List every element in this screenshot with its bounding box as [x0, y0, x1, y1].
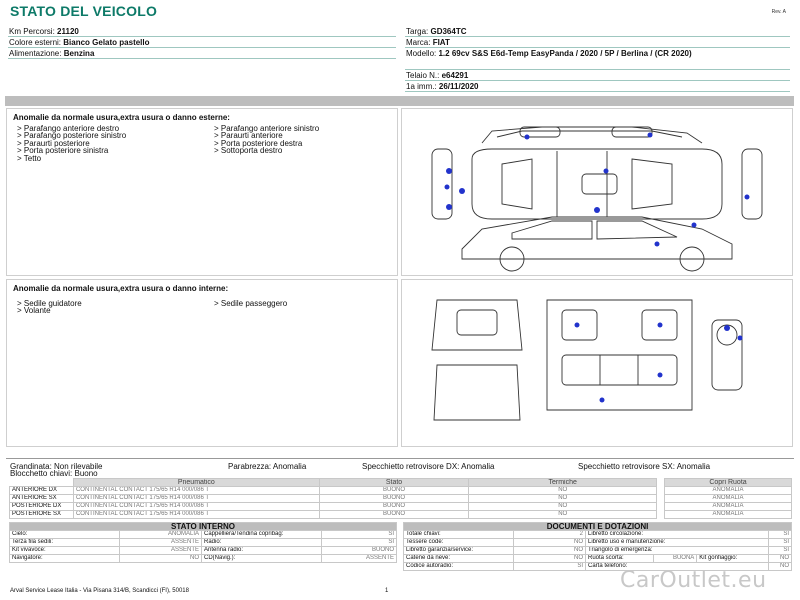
table-row: Tessere code: NO Libretto uso e manutenzione: SI: [404, 539, 792, 547]
stato-interno-title: STATO INTERNO: [10, 523, 397, 531]
internal-damage-list: [7, 293, 397, 315]
colore-row: Colore esterni: Bianco Gelato pastello: [8, 37, 396, 48]
internal-damage-title: Anomalie da normale usura,extra usura o danno interne:: [13, 284, 229, 293]
external-damage-title: Anomalie da normale usura,extra usura o danno esterne:: [13, 113, 230, 122]
list-item: > Sedile guidatore: [17, 299, 82, 308]
internal-damage-panel: [6, 279, 398, 447]
grandinata-text: Grandinata: Non rilevabile: [10, 462, 103, 471]
specchietto-dx-text: Specchietto retrovisore DX: Anomalia: [362, 462, 495, 471]
table-row: Navigatore: NO CD(Navig.): ASSENTE: [10, 555, 397, 563]
external-diagram-panel: [401, 108, 793, 276]
table-row: ANOMALIA: [665, 495, 792, 503]
page-number: 1: [385, 588, 389, 594]
list-item: > Volante: [17, 306, 51, 316]
list-item: > Tetto: [17, 153, 42, 163]
table-row: ANOMALIA: [665, 487, 792, 495]
car-interior-diagram: [402, 280, 792, 446]
page-title: STATO DEL VEICOLO: [10, 3, 158, 19]
modello-row: Modello: 1.2 69cv S&S E6d-Temp EasyPanda / 2020 / 5P / Berlina / (CR 2020): [405, 48, 790, 70]
footer-address: Arval Service Lease Italia - Via Pisana 314/B, Scandicci (FI), 50018: [10, 588, 189, 594]
modello-value: 1.2 69cv S&S E6d-Temp EasyPanda / 2020 / 5P / Berlina / (CR 2020): [438, 49, 692, 58]
table-row: ANTERIORE SX CONTINENTAL CONTACT 175/65 R14 000/086 T BUONO NO: [10, 495, 657, 503]
stato-header: Stato: [319, 479, 469, 487]
tyres-table: [9, 478, 657, 519]
list-item: > Sedile passeggero: [214, 299, 288, 308]
copri-ruota-table: [664, 478, 792, 519]
list-item: > Porta posteriore destra: [214, 138, 303, 148]
immatricolazione-value: 26/11/2020: [438, 82, 479, 91]
marca-value: FIAT: [432, 38, 450, 47]
specchietto-sx-text: Specchietto retrovisore SX: Anomalia: [578, 462, 711, 471]
section-divider: [6, 458, 794, 459]
targa-row: Targa: GD364TC: [405, 26, 790, 37]
internal-diagram-panel: [401, 279, 793, 447]
table-row: Totale chiavi: 2 Libretto circolazione: SI: [404, 531, 792, 539]
table-row: ANOMALIA: [665, 511, 792, 519]
marca-row: Marca: FIAT: [405, 37, 790, 48]
colore-value: Bianco Gelato pastello: [63, 38, 150, 47]
km-row: Km Percorsi: 21120: [8, 26, 396, 37]
table-row: POSTERIORE DX CONTINENTAL CONTACT 175/65 R14 000/086 T BUONO NO: [10, 503, 657, 511]
list-item: > Paraurti posteriore: [17, 138, 90, 148]
list-item: > Sottoporta destro: [214, 146, 283, 156]
termiche-header: Termiche: [469, 479, 657, 487]
table-row: ANTERIORE DX CONTINENTAL CONTACT 175/65 R14 000/086 T BUONO NO: [10, 487, 657, 495]
list-item: > Porta posteriore sinistra: [17, 146, 109, 156]
telaio-value: e64291: [441, 71, 469, 80]
parabrezza-text: Parabrezza: Anomalia: [228, 462, 307, 471]
table-row: Catene da neve: NO Ruota scorta: BUONA Kit gonfiaggio: NO: [404, 555, 792, 563]
external-damage-list: [7, 122, 397, 162]
telaio-row: Telaio N.: e64291: [405, 70, 790, 81]
documenti-title: DOCUMENTI E DOTAZIONI: [404, 523, 792, 531]
table-row: POSTERIORE SX CONTINENTAL CONTACT 175/65 R14 000/086 T BUONO NO: [10, 511, 657, 519]
external-damage-panel: [6, 108, 398, 276]
vehicle-info-left: [8, 26, 396, 59]
km-value: 21120: [57, 27, 79, 36]
blocchetto-chiavi-text: Blocchetto chiavi: Buono: [10, 469, 98, 478]
table-row: ANOMALIA: [665, 503, 792, 511]
list-item: > Parafango anteriore destro: [17, 124, 120, 133]
pneumatico-header: Pneumatico: [73, 479, 319, 487]
alimentazione-row: Alimentazione: Benzina: [8, 48, 396, 59]
documenti-table: [403, 522, 792, 571]
list-item: > Parafango anteriore sinistro: [214, 124, 320, 133]
table-row: Codice autoradio: SI Carta telefono: NO: [404, 563, 792, 571]
revision-label: Rev. A: [771, 9, 786, 15]
list-item: > Parafango posteriore sinistro: [17, 131, 127, 141]
table-row: Cielo: ANOMALIA Cappelliera/Tendina copribag: SI: [10, 531, 397, 539]
table-row: Terza fila sedili: ASSENTE Radio: SI: [10, 539, 397, 547]
watermark-logo: CarOutlet.eu: [620, 568, 767, 593]
section-divider: [5, 96, 794, 106]
stato-interno-table: [9, 522, 397, 563]
alimentazione-value: Benzina: [63, 49, 95, 58]
list-item: > Paraurti anteriore: [214, 131, 283, 141]
targa-value: GD364TC: [430, 27, 467, 36]
table-row: Kit vivavoce: ASSENTE Antenna radio: BUONO: [10, 547, 397, 555]
copri-ruota-header: Copri Ruota: [665, 479, 792, 487]
table-row: Libretto garanzia/service: NO Triangolo di emergenza: SI: [404, 547, 792, 555]
immatricolazione-row: 1a imm.: 26/11/2020: [405, 81, 790, 92]
car-exterior-diagram: [402, 109, 792, 275]
vehicle-info-right: [405, 26, 790, 92]
